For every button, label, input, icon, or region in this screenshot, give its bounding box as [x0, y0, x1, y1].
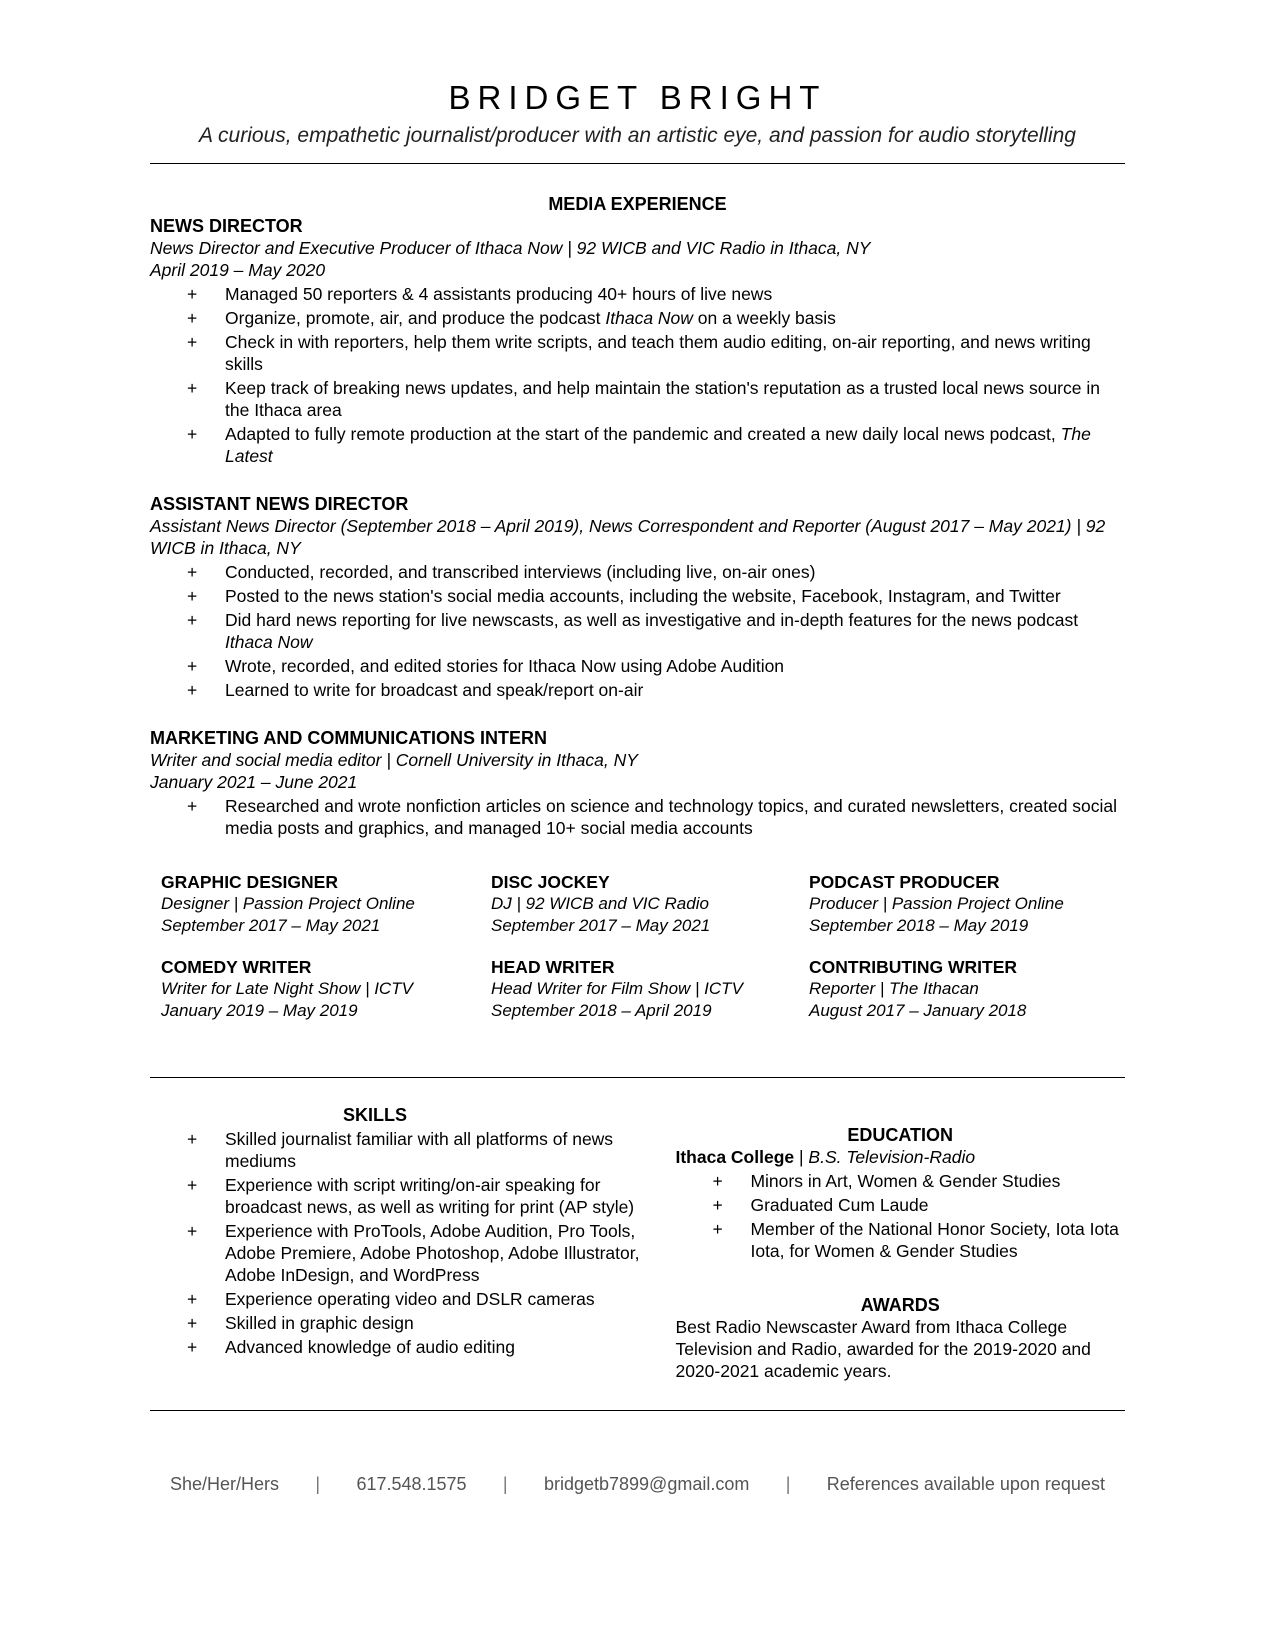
list-item-text: Posted to the news station's social media accounts, including the website, Facebook, Instagram, and Twitter: [225, 586, 1061, 606]
skills-heading: SKILLS: [342, 1105, 407, 1125]
role-meta: Reporter | The Ithacan: [809, 979, 979, 998]
role-title: PODCAST PRODUCER: [809, 872, 1000, 892]
tagline: A curious, empathetic journalist/producer with an artistic eye, and passion for audio storytelling: [198, 124, 1076, 147]
job-meta: January 2021 – June 2021: [150, 772, 358, 792]
school-name: Ithaca College: [675, 1147, 795, 1167]
awards-text: Best Radio Newscaster Award from Ithaca College Television and Radio, awarded for the 2019-2020 and 2020-2021 academic years.: [675, 1317, 1091, 1381]
role-meta: Designer | Passion Project Online: [161, 894, 415, 913]
education-list: [675, 1170, 1125, 1262]
list-item-text: Experience with script writing/on-air speaking for broadcast news, as well as writing for print (AP style): [225, 1175, 635, 1217]
plus-bullet-icon: +: [712, 1171, 723, 1191]
role-title: CONTRIBUTING WRITER: [809, 957, 1018, 977]
list-item: [150, 1312, 659, 1334]
list-item-text: Conducted, recorded, and transcribed interviews (including live, on-air ones): [225, 562, 816, 582]
role-dates: September 2017 – May 2021: [161, 916, 381, 935]
footer-references: References available upon request: [826, 1474, 1105, 1494]
role-title: DISC JOCKEY: [491, 872, 610, 892]
list-item-text: Minors in Art, Women & Gender Studies: [750, 1171, 1061, 1191]
plus-bullet-icon: +: [187, 1221, 198, 1241]
role-card: [491, 957, 809, 1022]
plus-bullet-icon: +: [187, 1175, 198, 1195]
list-item-text: Check in with reporters, help them write scripts, and teach them audio editing, on-air reporting, and news writing skills: [225, 332, 1091, 374]
plus-bullet-icon: +: [187, 796, 198, 816]
list-item: [675, 1194, 1125, 1216]
list-item-emphasis: The Latest: [225, 424, 1091, 466]
list-item-text: Advanced knowledge of audio editing: [225, 1337, 515, 1357]
list-item: [150, 423, 1125, 467]
role-card: [161, 957, 491, 1022]
list-item-text: Did hard news reporting for live newscasts, as well as investigative and in-depth features for the news podcast: [225, 610, 1079, 630]
role-meta: Writer for Late Night Show | ICTV: [161, 979, 413, 998]
plus-bullet-icon: +: [187, 378, 198, 398]
job-bullets: [150, 283, 1125, 467]
plus-bullet-icon: +: [187, 610, 198, 630]
list-item-text: Wrote, recorded, and edited stories for Ithaca Now using Adobe Audition: [225, 656, 785, 676]
role-dates: September 2017 – May 2021: [491, 916, 711, 935]
role-title: COMEDY WRITER: [161, 957, 312, 977]
list-item-text: Experience with ProTools, Adobe Audition, Pro Tools, Adobe Premiere, Adobe Photoshop, Adobe Illustrator, Adobe InDesign, and WordPress: [225, 1221, 640, 1285]
job-title: NEWS DIRECTOR: [150, 216, 303, 236]
plus-bullet-icon: +: [187, 1289, 198, 1309]
list-item: [150, 331, 1125, 375]
list-item-text: Experience operating video and DSLR cameras: [225, 1289, 595, 1309]
list-item: [150, 655, 1125, 677]
footer: [150, 1474, 1125, 1495]
list-item: [150, 283, 1125, 305]
school-separator: |: [794, 1147, 809, 1167]
list-item-text: Managed 50 reporters & 4 assistants producing 40+ hours of live news: [225, 284, 773, 304]
job-bullets: [150, 561, 1125, 701]
role-meta: DJ | 92 WICB and VIC Radio: [491, 894, 709, 913]
education-school-line: [675, 1146, 1125, 1168]
plus-bullet-icon: +: [187, 332, 198, 352]
footer-separator: |: [315, 1474, 321, 1494]
education-heading: EDUCATION: [847, 1125, 954, 1145]
plus-bullet-icon: +: [187, 562, 198, 582]
plus-bullet-icon: +: [187, 308, 198, 328]
list-item-text: Member of the National Honor Society, Iota Iota Iota, for Women & Gender Studies: [750, 1219, 1119, 1261]
list-item: [150, 307, 1125, 329]
role-dates: August 2017 – January 2018: [809, 1001, 1027, 1020]
plus-bullet-icon: +: [187, 284, 198, 304]
list-item: [150, 585, 1125, 607]
list-item-emphasis: Ithaca Now: [605, 308, 693, 328]
job-meta: April 2019 – May 2020: [150, 260, 326, 280]
plus-bullet-icon: +: [187, 680, 198, 700]
job-meta: Assistant News Director (September 2018 – April 2019), News Correspondent and Reporter (August 2017 – May 2021) | 92 WICB in Ithaca, NY: [150, 516, 1106, 558]
resume-page: [150, 70, 1125, 1411]
skills-list: [150, 1128, 659, 1358]
candidate-name: BRIDGET BRIGHT: [448, 79, 827, 116]
footer-pronouns: She/Her/Hers: [170, 1474, 280, 1494]
media-experience-heading: MEDIA EXPERIENCE: [548, 194, 727, 214]
list-item: [150, 609, 1125, 653]
list-item-text: on a weekly basis: [692, 308, 836, 328]
list-item: [150, 795, 1125, 839]
section-divider: [150, 1077, 1125, 1078]
list-item-text: Researched and wrote nonfiction articles on science and technology topics, and curated newsletters, created social media posts and graphics, and managed 10+ social media accounts: [225, 796, 1118, 838]
job-spacer: [150, 469, 1125, 493]
role-card: [161, 872, 491, 937]
awards-heading: AWARDS: [860, 1295, 940, 1315]
list-item: [150, 679, 1125, 701]
list-item-text: Learned to write for broadcast and speak/report on-air: [225, 680, 644, 700]
job-meta: News Director and Executive Producer of Ithaca Now | 92 WICB and VIC Radio in Ithaca, NY: [150, 238, 871, 258]
job-bullets: [150, 795, 1125, 839]
plus-bullet-icon: +: [187, 586, 198, 606]
skills-column: [150, 1104, 659, 1382]
list-item: [150, 1288, 659, 1310]
plus-bullet-icon: +: [187, 1313, 198, 1333]
list-item-text: Adapted to fully remote production at the start of the pandemic and created a new daily local news podcast,: [225, 424, 1061, 444]
job-list: [150, 215, 1125, 839]
plus-bullet-icon: +: [712, 1219, 723, 1239]
job-title: MARKETING AND COMMUNICATIONS INTERN: [150, 728, 547, 748]
role-meta: Producer | Passion Project Online: [809, 894, 1064, 913]
job-entry: [150, 727, 1125, 839]
role-card: [809, 957, 1129, 1022]
header-divider: [150, 163, 1125, 164]
footer-separator: |: [785, 1474, 791, 1494]
bottom-columns: [150, 1104, 1125, 1382]
list-item: [675, 1218, 1125, 1262]
list-item-text: Graduated Cum Laude: [750, 1195, 929, 1215]
list-item: [150, 1174, 659, 1218]
job-title: ASSISTANT NEWS DIRECTOR: [150, 494, 409, 514]
list-item: [150, 1336, 659, 1358]
role-title: HEAD WRITER: [491, 957, 615, 977]
plus-bullet-icon: +: [187, 656, 198, 676]
list-item: [675, 1170, 1125, 1192]
education-awards-column: [675, 1104, 1125, 1382]
plus-bullet-icon: +: [187, 424, 198, 444]
role-dates: September 2018 – April 2019: [491, 1001, 712, 1020]
list-item-emphasis: Ithaca Now: [225, 632, 313, 652]
plus-bullet-icon: +: [712, 1195, 723, 1215]
list-item: [150, 1220, 659, 1286]
role-meta: Head Writer for Film Show | ICTV: [491, 979, 743, 998]
list-item-text: Keep track of breaking news updates, and help maintain the station's reputation as a trusted local news source in the Ithaca area: [225, 378, 1100, 420]
additional-roles-grid: [161, 872, 1125, 1022]
list-item: [150, 1128, 659, 1172]
list-item: [150, 377, 1125, 421]
job-entry: [150, 493, 1125, 701]
role-dates: September 2018 – May 2019: [809, 916, 1029, 935]
role-dates: January 2019 – May 2019: [161, 1001, 358, 1020]
job-spacer: [150, 703, 1125, 727]
job-meta: Writer and social media editor | Cornell University in Ithaca, NY: [150, 750, 638, 770]
footer-phone: 617.548.1575: [356, 1474, 467, 1494]
footer-separator: |: [502, 1474, 508, 1494]
list-item-text: Skilled in graphic design: [225, 1313, 414, 1333]
plus-bullet-icon: +: [187, 1129, 198, 1149]
plus-bullet-icon: +: [187, 1337, 198, 1357]
degree: B.S. Television-Radio: [808, 1147, 976, 1167]
footer-divider: [150, 1410, 1125, 1411]
list-item: [150, 561, 1125, 583]
role-card: [809, 872, 1129, 937]
list-item-text: Skilled journalist familiar with all platforms of news mediums: [225, 1129, 614, 1171]
list-item-text: Organize, promote, air, and produce the podcast: [225, 308, 606, 328]
role-title: GRAPHIC DESIGNER: [161, 872, 338, 892]
role-card: [491, 872, 809, 937]
job-entry: [150, 215, 1125, 467]
footer-email: bridgetb7899@gmail.com: [543, 1474, 750, 1494]
